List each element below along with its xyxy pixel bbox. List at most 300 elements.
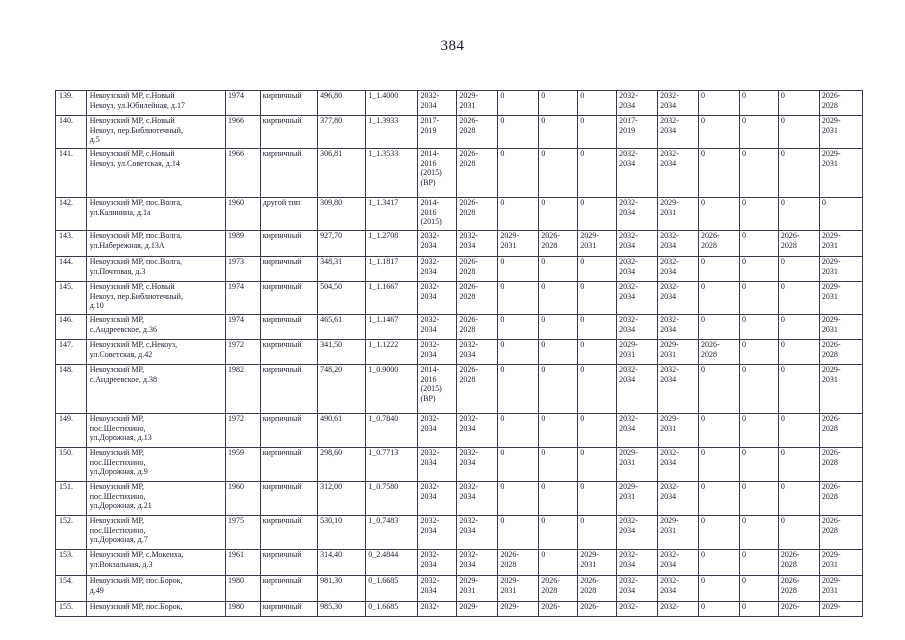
cell-area: 504,50 bbox=[318, 282, 366, 315]
cell-c3: 0 bbox=[498, 448, 539, 482]
cell-c6: 2032- 2034 bbox=[617, 516, 658, 550]
cell-area: 309,80 bbox=[318, 198, 366, 231]
table-row bbox=[56, 149, 863, 198]
cell-area: 927,70 bbox=[318, 231, 366, 257]
cell-c9: 0 bbox=[739, 149, 778, 198]
cell-addr: Некоузский МР, с.Мокеиха, ул.Вокзальная, д.3 bbox=[86, 550, 225, 576]
table-row bbox=[56, 482, 863, 516]
cell-c4: 0 bbox=[539, 340, 578, 365]
cell-c1: 2032- bbox=[418, 602, 457, 617]
cell-year: 1982 bbox=[225, 365, 260, 414]
cell-c3: 0 bbox=[498, 365, 539, 414]
cell-c2: 2032- 2034 bbox=[457, 340, 498, 365]
cell-code: 1_1.3933 bbox=[366, 116, 418, 149]
cell-area: 490,61 bbox=[318, 414, 366, 448]
cell-code: 1_0.9000 bbox=[366, 365, 418, 414]
cell-c3: 2029- 2031 bbox=[498, 231, 539, 257]
cell-c4: 0 bbox=[539, 414, 578, 448]
cell-c8: 0 bbox=[699, 149, 740, 198]
cell-c11: 2026- 2028 bbox=[819, 516, 862, 550]
cell-code: 1_0.7713 bbox=[366, 448, 418, 482]
cell-c8: 0 bbox=[699, 602, 740, 617]
cell-c1: 2032- 2034 bbox=[418, 482, 457, 516]
cell-year: 1972 bbox=[225, 414, 260, 448]
cell-c8: 0 bbox=[699, 414, 740, 448]
cell-c7: 2029- 2031 bbox=[658, 198, 699, 231]
cell-c10: 0 bbox=[778, 365, 819, 414]
cell-c2: 2032- 2034 bbox=[457, 231, 498, 257]
cell-c2: 2029- 2031 bbox=[457, 91, 498, 116]
cell-c11: 2026- 2028 bbox=[819, 482, 862, 516]
cell-num: 141. bbox=[56, 149, 87, 198]
cell-code: 1_0.7483 bbox=[366, 516, 418, 550]
cell-c9: 0 bbox=[739, 198, 778, 231]
cell-c2: 2026- 2028 bbox=[457, 149, 498, 198]
page-number: 384 bbox=[440, 38, 465, 54]
cell-year: 1960 bbox=[225, 198, 260, 231]
cell-c9: 0 bbox=[739, 482, 778, 516]
cell-area: 985,30 bbox=[318, 602, 366, 617]
cell-addr: Некоузский МР, с.Андреевское, д.38 bbox=[86, 365, 225, 414]
cell-c11: 2026- 2028 bbox=[819, 414, 862, 448]
cell-c1: 2014- 2016 (2015) (ВР) bbox=[418, 365, 457, 414]
cell-c7: 2032- 2034 bbox=[658, 315, 699, 340]
cell-c11: 2026- 2028 bbox=[819, 91, 862, 116]
cell-c7: 2029- 2031 bbox=[658, 516, 699, 550]
cell-num: 154. bbox=[56, 576, 87, 602]
cell-area: 348,31 bbox=[318, 257, 366, 282]
cell-c2: 2032- 2034 bbox=[457, 414, 498, 448]
cell-num: 146. bbox=[56, 315, 87, 340]
cell-c4: 2026- bbox=[539, 602, 578, 617]
cell-num: 143. bbox=[56, 231, 87, 257]
cell-c9: 0 bbox=[739, 550, 778, 576]
cell-c11: 2029- 2031 bbox=[819, 576, 862, 602]
cell-c7: 2032- 2034 bbox=[658, 257, 699, 282]
cell-mat: другой тип bbox=[260, 198, 317, 231]
cell-c6: 2032- 2034 bbox=[617, 231, 658, 257]
table-row bbox=[56, 550, 863, 576]
cell-addr: Некоузский МР, пос.Волга, ул.Набережная, д.13А bbox=[86, 231, 225, 257]
cell-addr: Некоузский МР, пос.Борок, bbox=[86, 602, 225, 617]
cell-c2: 2032- 2034 bbox=[457, 550, 498, 576]
cell-c11: 2029- 2031 bbox=[819, 365, 862, 414]
cell-num: 142. bbox=[56, 198, 87, 231]
cell-year: 1973 bbox=[225, 257, 260, 282]
cell-c5: 0 bbox=[578, 448, 617, 482]
cell-year: 1972 bbox=[225, 340, 260, 365]
table-row bbox=[56, 282, 863, 315]
cell-mat: кирпичный bbox=[260, 414, 317, 448]
cell-c1: 2032- 2034 bbox=[418, 91, 457, 116]
cell-mat: кирпичный bbox=[260, 340, 317, 365]
cell-num: 150. bbox=[56, 448, 87, 482]
cell-addr: Некоузский МР, пос.Шестихино, ул.Дорожная, д.7 bbox=[86, 516, 225, 550]
cell-c1: 2014- 2016 (2015) bbox=[418, 198, 457, 231]
cell-c4: 2026- 2028 bbox=[539, 231, 578, 257]
cell-year: 1966 bbox=[225, 149, 260, 198]
cell-mat: кирпичный bbox=[260, 231, 317, 257]
cell-c3: 2026- 2028 bbox=[498, 550, 539, 576]
cell-c4: 0 bbox=[539, 365, 578, 414]
cell-code: 0_1.6685 bbox=[366, 602, 418, 617]
housing-table bbox=[55, 90, 863, 617]
cell-c10: 0 bbox=[778, 315, 819, 340]
cell-c11: 2029- bbox=[819, 602, 862, 617]
cell-c9: 0 bbox=[739, 602, 778, 617]
cell-c11: 2029- 2031 bbox=[819, 257, 862, 282]
cell-c8: 0 bbox=[699, 315, 740, 340]
cell-c7: 2032- 2034 bbox=[658, 365, 699, 414]
table-row bbox=[56, 602, 863, 617]
cell-c1: 2032- 2034 bbox=[418, 576, 457, 602]
cell-c7: 2032- 2034 bbox=[658, 149, 699, 198]
table-row bbox=[56, 340, 863, 365]
cell-c2: 2026- 2028 bbox=[457, 365, 498, 414]
cell-c7: 2032- bbox=[658, 602, 699, 617]
cell-c9: 0 bbox=[739, 448, 778, 482]
cell-c10: 0 bbox=[778, 116, 819, 149]
cell-c6: 2032- 2034 bbox=[617, 198, 658, 231]
cell-code: 1_1.1467 bbox=[366, 315, 418, 340]
cell-addr: Некоузский МР, пос.Шестихино, ул.Дорожная, д.21 bbox=[86, 482, 225, 516]
cell-addr: Некоузский МР, с.Андреевское, д.36 bbox=[86, 315, 225, 340]
cell-c10: 0 bbox=[778, 282, 819, 315]
cell-code: 1_1.1817 bbox=[366, 257, 418, 282]
cell-year: 1974 bbox=[225, 315, 260, 340]
cell-c3: 0 bbox=[498, 149, 539, 198]
cell-c7: 2032- 2034 bbox=[658, 116, 699, 149]
table-row bbox=[56, 448, 863, 482]
cell-c9: 0 bbox=[739, 516, 778, 550]
cell-c11: 2026- 2028 bbox=[819, 448, 862, 482]
cell-c3: 0 bbox=[498, 282, 539, 315]
cell-c10: 2026- 2028 bbox=[778, 576, 819, 602]
cell-c9: 0 bbox=[739, 365, 778, 414]
cell-num: 145. bbox=[56, 282, 87, 315]
cell-c11: 0 bbox=[819, 198, 862, 231]
cell-c5: 0 bbox=[578, 282, 617, 315]
cell-c8: 0 bbox=[699, 257, 740, 282]
cell-c6: 2032- bbox=[617, 602, 658, 617]
cell-c4: 0 bbox=[539, 257, 578, 282]
cell-c1: 2032- 2034 bbox=[418, 315, 457, 340]
cell-c2: 2032- 2034 bbox=[457, 516, 498, 550]
cell-c9: 0 bbox=[739, 340, 778, 365]
cell-c9: 0 bbox=[739, 116, 778, 149]
table-row bbox=[56, 315, 863, 340]
cell-num: 147. bbox=[56, 340, 87, 365]
table-row bbox=[56, 231, 863, 257]
cell-c4: 0 bbox=[539, 315, 578, 340]
cell-c7: 2029- 2031 bbox=[658, 340, 699, 365]
cell-c6: 2032- 2034 bbox=[617, 257, 658, 282]
cell-mat: кирпичный bbox=[260, 282, 317, 315]
cell-c6: 2032- 2034 bbox=[617, 576, 658, 602]
cell-c2: 2026- 2028 bbox=[457, 116, 498, 149]
cell-c10: 0 bbox=[778, 482, 819, 516]
cell-c4: 2026- 2028 bbox=[539, 576, 578, 602]
cell-c5: 0 bbox=[578, 340, 617, 365]
cell-num: 151. bbox=[56, 482, 87, 516]
cell-c4: 0 bbox=[539, 516, 578, 550]
cell-c10: 0 bbox=[778, 149, 819, 198]
cell-c1: 2032- 2034 bbox=[418, 282, 457, 315]
cell-c5: 2026- 2028 bbox=[578, 576, 617, 602]
cell-mat: кирпичный bbox=[260, 91, 317, 116]
cell-c6: 2017- 2019 bbox=[617, 116, 658, 149]
cell-c7: 2029- 2031 bbox=[658, 414, 699, 448]
cell-mat: кирпичный bbox=[260, 448, 317, 482]
cell-code: 1_1.3533 bbox=[366, 149, 418, 198]
table-row bbox=[56, 116, 863, 149]
cell-num: 140. bbox=[56, 116, 87, 149]
cell-mat: кирпичный bbox=[260, 365, 317, 414]
cell-c2: 2026- 2028 bbox=[457, 315, 498, 340]
cell-c2: 2026- 2028 bbox=[457, 257, 498, 282]
cell-c6: 2029- 2031 bbox=[617, 482, 658, 516]
cell-c8: 0 bbox=[699, 576, 740, 602]
cell-c5: 0 bbox=[578, 257, 617, 282]
cell-c2: 2032- 2034 bbox=[457, 448, 498, 482]
cell-addr: Некоузский МР, пос.Борок, д.49 bbox=[86, 576, 225, 602]
cell-mat: кирпичный bbox=[260, 516, 317, 550]
cell-c1: 2017- 2019 bbox=[418, 116, 457, 149]
cell-c10: 0 bbox=[778, 340, 819, 365]
cell-addr: Некоузский МР, с.Некоуз, ул.Советская, д.42 bbox=[86, 340, 225, 365]
cell-c1: 2032- 2034 bbox=[418, 340, 457, 365]
cell-addr: Некоузский МР, с.Новый Некоуз, ул.Юбилейная, д.17 bbox=[86, 91, 225, 116]
cell-addr: Некоузский МР, с.Новый Некоуз, ул.Советская, д.14 bbox=[86, 149, 225, 198]
table-row bbox=[56, 414, 863, 448]
cell-area: 748,20 bbox=[318, 365, 366, 414]
cell-c3: 2029- bbox=[498, 602, 539, 617]
cell-mat: кирпичный bbox=[260, 576, 317, 602]
cell-addr: Некоузский МР, пос.Шестихино, ул.Дорожная, д.13 bbox=[86, 414, 225, 448]
cell-c9: 0 bbox=[739, 414, 778, 448]
cell-c7: 2032- 2034 bbox=[658, 231, 699, 257]
cell-addr: Некоузский МР, пос.Шестихино, ул.Дорожная, д.9 bbox=[86, 448, 225, 482]
cell-num: 155. bbox=[56, 602, 87, 617]
cell-code: 1_1.2708 bbox=[366, 231, 418, 257]
cell-area: 314,40 bbox=[318, 550, 366, 576]
cell-c5: 2029- 2031 bbox=[578, 550, 617, 576]
cell-c10: 2026- 2028 bbox=[778, 550, 819, 576]
cell-c8: 0 bbox=[699, 550, 740, 576]
cell-c5: 0 bbox=[578, 149, 617, 198]
cell-c6: 2032- 2034 bbox=[617, 315, 658, 340]
table-body bbox=[56, 91, 863, 617]
cell-c3: 0 bbox=[498, 516, 539, 550]
cell-area: 465,61 bbox=[318, 315, 366, 340]
cell-c3: 0 bbox=[498, 414, 539, 448]
cell-c10: 0 bbox=[778, 257, 819, 282]
cell-c10: 0 bbox=[778, 448, 819, 482]
cell-c4: 0 bbox=[539, 149, 578, 198]
cell-area: 298,60 bbox=[318, 448, 366, 482]
cell-c1: 2032- 2034 bbox=[418, 257, 457, 282]
cell-c1: 2014- 2016 (2015) (ВР) bbox=[418, 149, 457, 198]
cell-area: 306,81 bbox=[318, 149, 366, 198]
cell-mat: кирпичный bbox=[260, 149, 317, 198]
cell-c9: 0 bbox=[739, 257, 778, 282]
cell-c1: 2032- 2034 bbox=[418, 448, 457, 482]
cell-c3: 2029- 2031 bbox=[498, 576, 539, 602]
cell-num: 139. bbox=[56, 91, 87, 116]
cell-mat: кирпичный bbox=[260, 257, 317, 282]
cell-year: 1974 bbox=[225, 282, 260, 315]
cell-c7: 2032- 2034 bbox=[658, 482, 699, 516]
cell-c3: 0 bbox=[498, 315, 539, 340]
cell-c1: 2032- 2034 bbox=[418, 516, 457, 550]
cell-num: 144. bbox=[56, 257, 87, 282]
cell-area: 981,30 bbox=[318, 576, 366, 602]
cell-c3: 0 bbox=[498, 91, 539, 116]
cell-mat: кирпичный bbox=[260, 482, 317, 516]
cell-c10: 2026- bbox=[778, 602, 819, 617]
cell-c1: 2032- 2034 bbox=[418, 414, 457, 448]
cell-c4: 0 bbox=[539, 448, 578, 482]
cell-addr: Некоузский МР, с.Новый Некоуз, пер.Библиотечный, д.5 bbox=[86, 116, 225, 149]
cell-c7: 2032- 2034 bbox=[658, 282, 699, 315]
cell-c5: 0 bbox=[578, 365, 617, 414]
cell-c7: 2032- 2034 bbox=[658, 550, 699, 576]
cell-c6: 2032- 2034 bbox=[617, 365, 658, 414]
cell-c8: 0 bbox=[699, 448, 740, 482]
cell-c4: 0 bbox=[539, 550, 578, 576]
cell-c1: 2032- 2034 bbox=[418, 550, 457, 576]
cell-c9: 0 bbox=[739, 231, 778, 257]
cell-c3: 0 bbox=[498, 482, 539, 516]
cell-addr: Некоузский МР, пос.Волга, ул.Калинина, д.1а bbox=[86, 198, 225, 231]
cell-code: 0_2.4844 bbox=[366, 550, 418, 576]
table-row bbox=[56, 576, 863, 602]
table-row bbox=[56, 257, 863, 282]
cell-c10: 0 bbox=[778, 414, 819, 448]
cell-mat: кирпичный bbox=[260, 602, 317, 617]
cell-c8: 0 bbox=[699, 482, 740, 516]
cell-year: 1961 bbox=[225, 550, 260, 576]
cell-code: 1_1.3417 bbox=[366, 198, 418, 231]
cell-c8: 0 bbox=[699, 116, 740, 149]
cell-num: 152. bbox=[56, 516, 87, 550]
cell-c10: 0 bbox=[778, 198, 819, 231]
cell-c3: 0 bbox=[498, 340, 539, 365]
cell-c6: 2029- 2031 bbox=[617, 448, 658, 482]
cell-year: 1975 bbox=[225, 516, 260, 550]
cell-c11: 2029- 2031 bbox=[819, 231, 862, 257]
table-row bbox=[56, 198, 863, 231]
cell-c2: 2029- bbox=[457, 602, 498, 617]
cell-c8: 0 bbox=[699, 198, 740, 231]
cell-year: 1974 bbox=[225, 91, 260, 116]
cell-num: 149. bbox=[56, 414, 87, 448]
cell-c6: 2032- 2034 bbox=[617, 91, 658, 116]
cell-c2: 2032- 2034 bbox=[457, 482, 498, 516]
cell-c8: 2026- 2028 bbox=[699, 231, 740, 257]
cell-c5: 0 bbox=[578, 482, 617, 516]
cell-c3: 0 bbox=[498, 257, 539, 282]
cell-c6: 2032- 2034 bbox=[617, 550, 658, 576]
cell-c3: 0 bbox=[498, 198, 539, 231]
cell-code: 1_1.4000 bbox=[366, 91, 418, 116]
cell-code: 1_1.1222 bbox=[366, 340, 418, 365]
cell-year: 1966 bbox=[225, 116, 260, 149]
cell-year: 1980 bbox=[225, 576, 260, 602]
cell-c1: 2032- 2034 bbox=[418, 231, 457, 257]
cell-c6: 2032- 2034 bbox=[617, 414, 658, 448]
cell-c4: 0 bbox=[539, 282, 578, 315]
table-row bbox=[56, 516, 863, 550]
cell-c4: 0 bbox=[539, 91, 578, 116]
table-row bbox=[56, 365, 863, 414]
cell-c10: 0 bbox=[778, 91, 819, 116]
cell-area: 496,80 bbox=[318, 91, 366, 116]
cell-code: 0_1.6685 bbox=[366, 576, 418, 602]
cell-c2: 2026- 2028 bbox=[457, 282, 498, 315]
cell-c4: 0 bbox=[539, 198, 578, 231]
cell-num: 153. bbox=[56, 550, 87, 576]
cell-c10: 2026- 2028 bbox=[778, 231, 819, 257]
cell-c5: 2026- bbox=[578, 602, 617, 617]
cell-code: 1_0.7840 bbox=[366, 414, 418, 448]
cell-c11: 2029- 2031 bbox=[819, 282, 862, 315]
cell-year: 1989 bbox=[225, 231, 260, 257]
cell-c2: 2029- 2031 bbox=[457, 576, 498, 602]
cell-c5: 0 bbox=[578, 91, 617, 116]
cell-c4: 0 bbox=[539, 116, 578, 149]
cell-c5: 2029- 2031 bbox=[578, 231, 617, 257]
cell-c3: 0 bbox=[498, 116, 539, 149]
cell-c10: 0 bbox=[778, 516, 819, 550]
cell-c5: 0 bbox=[578, 414, 617, 448]
cell-mat: кирпичный bbox=[260, 116, 317, 149]
cell-addr: Некоузский МР, пос.Волга, ул.Почтовая, д.3 bbox=[86, 257, 225, 282]
cell-area: 377,80 bbox=[318, 116, 366, 149]
cell-c7: 2032- 2034 bbox=[658, 576, 699, 602]
cell-mat: кирпичный bbox=[260, 315, 317, 340]
cell-c9: 0 bbox=[739, 282, 778, 315]
cell-c2: 2026- 2028 bbox=[457, 198, 498, 231]
cell-c9: 0 bbox=[739, 576, 778, 602]
cell-year: 1980 bbox=[225, 602, 260, 617]
cell-c8: 0 bbox=[699, 91, 740, 116]
cell-area: 341,50 bbox=[318, 340, 366, 365]
housing-table-container bbox=[55, 90, 863, 617]
cell-c9: 0 bbox=[739, 315, 778, 340]
cell-c11: 2029- 2031 bbox=[819, 550, 862, 576]
cell-c8: 0 bbox=[699, 282, 740, 315]
cell-c7: 2032- 2034 bbox=[658, 448, 699, 482]
cell-code: 1_0.7580 bbox=[366, 482, 418, 516]
cell-code: 1_1.1667 bbox=[366, 282, 418, 315]
cell-area: 312,00 bbox=[318, 482, 366, 516]
cell-c9: 0 bbox=[739, 91, 778, 116]
cell-c8: 0 bbox=[699, 516, 740, 550]
cell-c6: 2032- 2034 bbox=[617, 282, 658, 315]
cell-addr: Некоузский МР, с.Новый Некоуз, пер.Библиотечный, д.10 bbox=[86, 282, 225, 315]
cell-c6: 2029- 2031 bbox=[617, 340, 658, 365]
cell-c11: 2026- 2028 bbox=[819, 340, 862, 365]
cell-c8: 0 bbox=[699, 365, 740, 414]
cell-c11: 2029- 2031 bbox=[819, 149, 862, 198]
cell-c8: 2026- 2028 bbox=[699, 340, 740, 365]
cell-c11: 2029- 2031 bbox=[819, 116, 862, 149]
cell-area: 530,10 bbox=[318, 516, 366, 550]
cell-num: 148. bbox=[56, 365, 87, 414]
cell-c5: 0 bbox=[578, 516, 617, 550]
cell-c6: 2032- 2034 bbox=[617, 149, 658, 198]
